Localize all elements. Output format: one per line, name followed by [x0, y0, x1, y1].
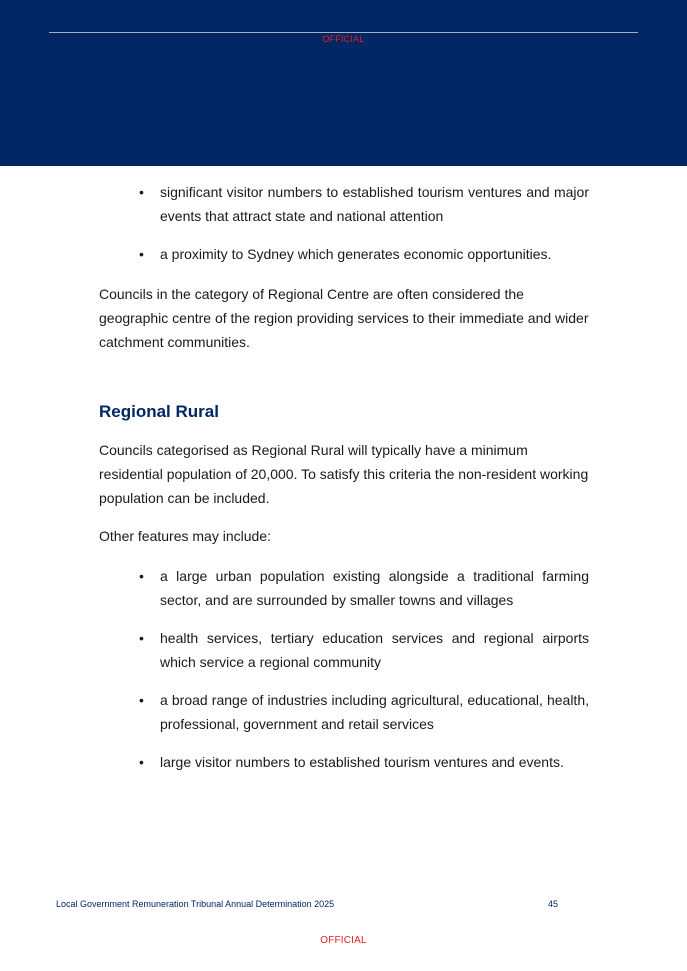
footer-document-title: Local Government Remuneration Tribunal Annual Determination 2025: [56, 899, 335, 909]
classification-label-bottom: OFFICIAL: [320, 935, 367, 946]
list-item-text: a proximity to Sydney which generates economic opportunities.: [160, 246, 552, 262]
page-content: [99, 180, 589, 788]
section-heading: Regional Rural: [99, 402, 219, 421]
bullet-list-top: [99, 180, 589, 266]
bullet-icon: •: [139, 246, 144, 262]
paragraph-regional-centre: Councils in the category of Regional Centre are often considered the geographic centre of the region providing services to their immediate and wider catchment communities.: [99, 286, 589, 350]
list-item-text: significant visitor numbers to established tourism ventures and major events that attract state and national attention: [160, 184, 589, 224]
paragraph-regional-rural: Councils categorised as Regional Rural will typically have a minimum residential population of 20,000. To satisfy this criteria the non-resident working population can be included.: [99, 442, 589, 506]
list-item: [99, 180, 589, 228]
bullet-list-features: [99, 564, 589, 774]
list-item-text: large visitor numbers to established tourism ventures and events.: [160, 754, 564, 770]
header-rule: [49, 32, 638, 33]
bullet-icon: •: [139, 692, 144, 708]
classification-label-top: OFFICIAL: [322, 34, 365, 44]
paragraph-other-features: Other features may include:: [99, 528, 271, 544]
list-item: [99, 750, 589, 774]
list-item: [99, 626, 589, 674]
footer-page-number: 45: [548, 899, 559, 909]
list-item: [99, 242, 589, 266]
bullet-icon: •: [139, 754, 144, 770]
list-item-text: a large urban population existing alongside a traditional farming sector, and are surrounded by smaller towns and villages: [160, 568, 589, 608]
header-banner: [0, 0, 687, 166]
list-item: [99, 688, 589, 736]
list-item: [99, 564, 589, 612]
bullet-icon: •: [139, 568, 144, 584]
list-item-text: health services, tertiary education services and regional airports which service a regional community: [160, 630, 589, 670]
bullet-icon: •: [139, 630, 144, 646]
list-item-text: a broad range of industries including agricultural, educational, health, professional, government and retail services: [160, 692, 589, 732]
bullet-icon: •: [139, 184, 144, 200]
